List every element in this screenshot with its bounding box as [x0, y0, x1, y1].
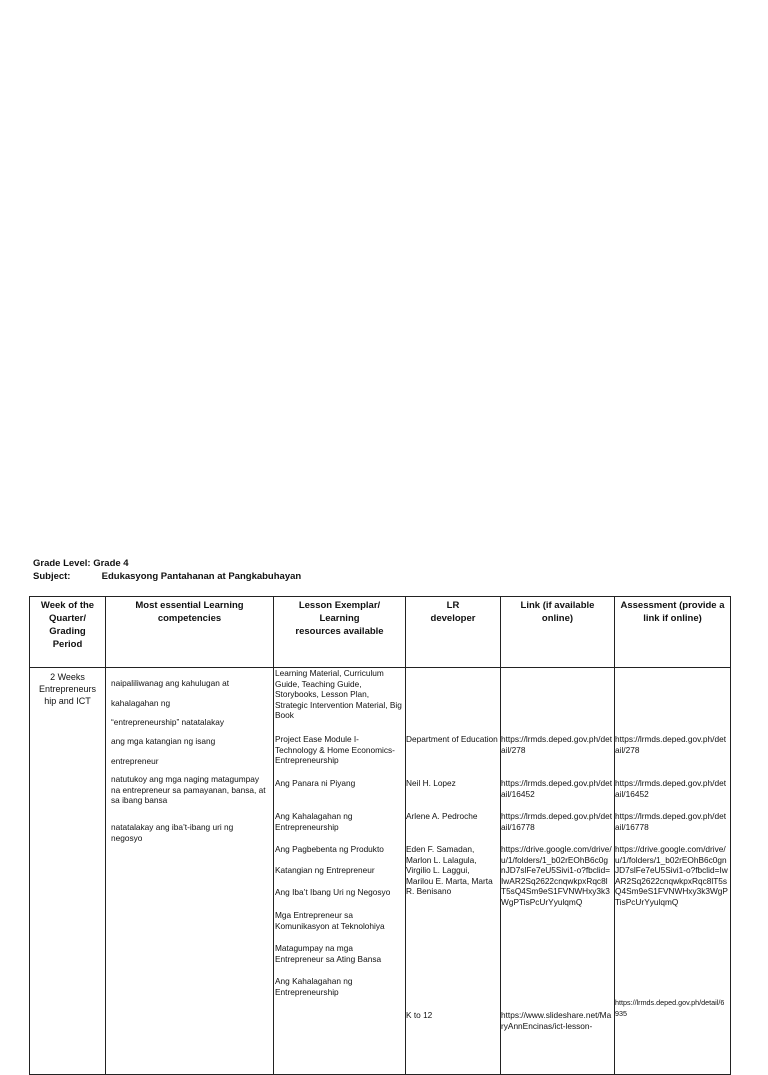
- assessment-link[interactable]: https://drive.google.com/drive/u/1/folders/1_b02rEOhB6c0gnJD7slFe7eU5Sivi1-o?fbclid=IwAR2Sq2622cnqwkpxRqc8lT5sQ4Sm9eS1FVNWHxy3k3WgPTisPcUrYyulqmQ: [615, 844, 728, 907]
- resource-item: Project Ease Module I- Technology & Home Economics- Entrepreneurship: [275, 734, 395, 765]
- resource-item: Ang Iba’t Ibang Uri ng Negosyo: [275, 887, 391, 897]
- resources-cell: [274, 668, 406, 1075]
- assessment-cell: [615, 668, 731, 1075]
- week-cell: 2 Weeks Entrepreneurs hip and ICT: [30, 668, 106, 1075]
- resource-link[interactable]: https://lrmds.deped.gov.ph/detail/278: [501, 734, 612, 755]
- grade-level-line: [33, 558, 129, 569]
- developer-item: Arlene A. Pedroche: [406, 811, 478, 821]
- resource-item: Learning Material, Curriculum Guide, Teaching Guide, Storybooks, Lesson Plan, Strategic Intervention Material, Big Book: [275, 668, 402, 720]
- table-row: [30, 668, 731, 1075]
- competency-item: natatalakay ang iba’t-ibang uri ng negosyo: [111, 822, 234, 843]
- table-header-row: [30, 597, 731, 668]
- subject-line: [33, 571, 301, 582]
- developer-item: Department of Education: [406, 734, 498, 744]
- competencies-cell: [106, 668, 274, 1075]
- header-assessment: Assessment (provide a link if online): [615, 597, 731, 668]
- subject-value: Edukasyong Pantahanan at Pangkabuhayan: [101, 571, 302, 582]
- header-developer: LR developer: [406, 597, 501, 668]
- resource-item: Matagumpay na mga Entrepreneur sa Ating Bansa: [275, 943, 382, 964]
- assessment-link[interactable]: https://lrmds.deped.gov.ph/detail/16452: [615, 778, 726, 799]
- learning-plan-table: [29, 596, 731, 1075]
- developer-cell: [406, 668, 501, 1075]
- resource-link[interactable]: https://www.slideshare.net/MaryAnnEncinas/ict-lesson-: [501, 1010, 612, 1031]
- resource-item: Mga Entrepreneur sa Komunikasyon at Teknolohiya: [275, 910, 385, 931]
- header-competencies: Most essential Learning competencies: [106, 597, 274, 668]
- resource-item: Ang Pagbebenta ng Produkto: [275, 844, 384, 854]
- resource-link[interactable]: https://lrmds.deped.gov.ph/detail/16452: [501, 778, 612, 799]
- resource-item: Ang Kahalagahan ng Entrepreneurship: [275, 976, 353, 997]
- competency-item: naipaliliwanag ang kahulugan at: [111, 678, 230, 688]
- assessment-link[interactable]: https://lrmds.deped.gov.ph/detail/16778: [615, 811, 726, 832]
- grade-level-label: Grade Level:: [33, 558, 91, 569]
- assessment-link[interactable]: https://lrmds.deped.gov.ph/detail/6935: [615, 998, 725, 1018]
- subject-label: Subject:: [33, 571, 71, 582]
- assessment-link[interactable]: https://lrmds.deped.gov.ph/detail/278: [615, 734, 726, 755]
- resource-link[interactable]: https://drive.google.com/drive/u/1/folders/1_b02rEOhB6c0gnJD7slFe7eU5Sivi1-o?fbclid=IwAR2Sq2622cnqwkpxRqc8lT5sQ4Sm9eS1FVNWHxy3k3WgPTisPcUrYyulqmQ: [501, 844, 612, 907]
- resource-link[interactable]: https://lrmds.deped.gov.ph/detail/16778: [501, 811, 612, 832]
- developer-item: Eden F. Samadan, Marlon L. Lalagula, Virgilio L. Laggui, Marilou E. Marta, Marta R. Benisano: [406, 844, 493, 896]
- grade-level-value: Grade 4: [93, 558, 129, 569]
- competency-item: natutukoy ang mga naging matagumpay na entrepreneur sa pamayanan, bansa, at sa ibang bansa: [111, 774, 266, 805]
- developer-item: K to 12: [406, 1010, 433, 1020]
- competency-item: ang mga katangian ng isang: [111, 736, 216, 746]
- header-resources: Lesson Exemplar/ Learning resources available: [274, 597, 406, 668]
- developer-item: Neil H. Lopez: [406, 778, 456, 788]
- competency-item: kahalagahan ng: [111, 698, 171, 708]
- resource-item: Ang Kahalagahan ng Entrepreneurship: [275, 811, 353, 832]
- link-cell: [501, 668, 615, 1075]
- header-week: Week of the Quarter/ Grading Period: [30, 597, 106, 668]
- competency-item: “entrepreneurship” natatalakay: [111, 717, 224, 727]
- resource-item: Katangian ng Entrepreneur: [275, 865, 375, 875]
- competency-item: entrepreneur: [111, 756, 159, 766]
- resource-item: Ang Panara ni Piyang: [275, 778, 356, 788]
- header-link: Link (if available online): [501, 597, 615, 668]
